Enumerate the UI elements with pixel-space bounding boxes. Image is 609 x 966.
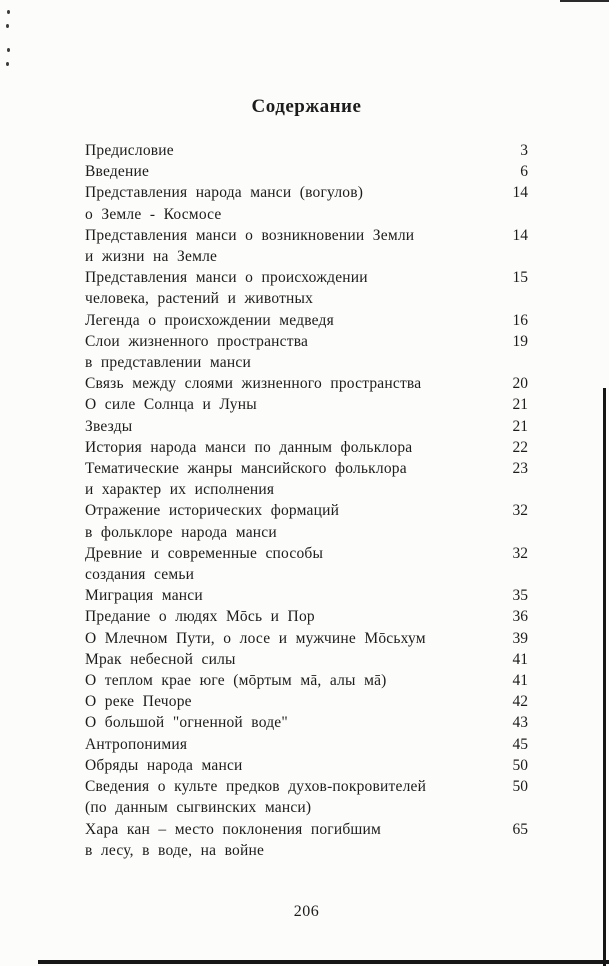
toc-entry-text: в фольклоре народа манси — [85, 523, 277, 541]
toc-entry-text: в представлении манси — [85, 354, 251, 372]
toc-page-number: 42 — [512, 693, 528, 711]
scan-speck — [7, 10, 10, 14]
toc-entry — [85, 140, 528, 161]
toc-entry-continuation — [85, 840, 528, 861]
toc-page-number: 32 — [512, 544, 528, 562]
toc-entry — [85, 394, 528, 415]
toc-entry-continuation — [85, 352, 528, 373]
toc-content — [85, 96, 528, 861]
toc-entry-text: Представления народа манси (вогулов) — [85, 184, 364, 202]
toc-entry — [85, 267, 528, 288]
toc-entry-continuation — [85, 522, 528, 543]
toc-page-number: 21 — [512, 396, 528, 414]
toc-entry-text: и характер их исполнения — [85, 481, 275, 499]
toc-entry-text: Предисловие — [85, 142, 174, 159]
toc-entry-continuation — [85, 288, 528, 309]
toc-entry-continuation — [85, 797, 528, 818]
toc-entry — [85, 628, 528, 649]
toc-entry-text: О силе Солнца и Луны — [85, 396, 257, 414]
toc-page-number: 41 — [512, 650, 528, 668]
toc-entry — [85, 712, 528, 733]
toc-entry-text: (по данным сыгвинских манси) — [85, 799, 312, 817]
scan-speck — [6, 62, 9, 66]
toc-entry — [85, 331, 528, 352]
toc-entry-text: создания семьи — [85, 566, 195, 584]
toc-page-number: 19 — [512, 332, 528, 350]
toc-entry-continuation — [85, 564, 528, 585]
toc-entry — [85, 161, 528, 182]
toc-list — [85, 140, 528, 861]
toc-entry-text: О Млечном Пути, о лосе и мужчине Мōсьхум — [85, 629, 426, 647]
toc-entry-text: Введение — [85, 163, 150, 181]
toc-page-number: 23 — [512, 460, 528, 478]
toc-entry — [85, 182, 528, 203]
toc-entry-text: Тематические жанры мансийского фольклора — [85, 460, 407, 478]
scan-speck — [6, 24, 9, 28]
toc-entry-text: Представления манси о происхождении — [85, 269, 368, 287]
toc-page-number: 36 — [512, 608, 528, 626]
scan-speck — [7, 48, 10, 52]
toc-entry — [85, 670, 528, 691]
toc-entry-text: Легенда о происхождении медведя — [85, 311, 334, 329]
toc-page-number: 6 — [520, 163, 528, 181]
toc-entry-text: История народа манси по данным фольклора — [85, 438, 413, 456]
page-title: Содержание — [251, 96, 362, 117]
toc-entry-continuation — [85, 479, 528, 500]
toc-entry-text: Сведения о культе предков духов-покровителей — [85, 778, 427, 796]
toc-entry — [85, 310, 528, 331]
toc-entry — [85, 776, 528, 797]
toc-page-number: 15 — [512, 269, 528, 287]
toc-entry-text: Представления манси о возникновении Земли — [85, 226, 415, 244]
toc-entry-text: и жизни на Земле — [85, 248, 218, 266]
toc-entry-text: Антропонимия — [85, 735, 188, 753]
toc-page-number: 65 — [512, 820, 528, 838]
toc-entry-text: Отражение исторических формаций — [85, 502, 340, 520]
toc-entry-text: в лесу, в воде, на войне — [85, 841, 265, 859]
footer-page-number: 206 — [293, 903, 320, 920]
toc-page-number: 50 — [512, 778, 528, 796]
toc-entry-text: Хара кан – место поклонения погибшим — [85, 820, 382, 838]
toc-entry-text: О реке Печоре — [85, 693, 192, 711]
toc-page-number: 43 — [512, 714, 528, 732]
toc-entry-text: Связь между слоями жизненного пространства — [85, 375, 422, 393]
toc-page-number: 20 — [512, 375, 528, 393]
toc-entry-text: О теплом крае юге (мōртым мā, алы мā) — [85, 672, 387, 690]
toc-entry — [85, 734, 528, 755]
toc-entry — [85, 606, 528, 627]
toc-entry-text: Древние и современные способы — [85, 544, 324, 562]
toc-page-number: 21 — [512, 417, 528, 435]
toc-page-number: 45 — [512, 735, 528, 753]
toc-entry-text: Слои жизненного пространства — [85, 332, 309, 350]
toc-page-number: 39 — [512, 629, 528, 647]
toc-entry-continuation — [85, 246, 528, 267]
toc-entry — [85, 691, 528, 712]
toc-entry — [85, 458, 528, 479]
toc-page-number: 35 — [512, 587, 528, 605]
scan-edge-right — [603, 388, 606, 966]
toc-entry-text: человека, растений и животных — [85, 290, 314, 308]
toc-page-number: 32 — [512, 502, 528, 520]
toc-entry — [85, 543, 528, 564]
toc-entry — [85, 649, 528, 670]
toc-entry-text: о Земле - Космосе — [85, 205, 222, 223]
toc-entry-text: Предание о людях Мōсь и Пор — [85, 608, 315, 626]
toc-page-number: 14 — [512, 226, 528, 244]
scan-edge-bottom — [38, 960, 609, 964]
toc-entry — [85, 225, 528, 246]
toc-entry — [85, 437, 528, 458]
toc-page-number: 14 — [512, 184, 528, 202]
toc-entry — [85, 416, 528, 437]
scan-edge-top-right — [560, 0, 609, 2]
toc-entry — [85, 755, 528, 776]
toc-entry — [85, 585, 528, 606]
toc-page-number: 16 — [512, 311, 528, 329]
toc-entry — [85, 373, 528, 394]
toc-page-number: 3 — [520, 142, 528, 159]
toc-entry-text: Миграция манси — [85, 587, 203, 605]
toc-entry — [85, 500, 528, 521]
toc-entry-text: Обряды народа манси — [85, 756, 243, 774]
toc-entry-continuation — [85, 204, 528, 225]
toc-entry-text: О большой "огненной воде" — [85, 714, 288, 732]
toc-page-number: 22 — [512, 438, 528, 456]
toc-page-number: 41 — [512, 672, 528, 690]
toc-page-number: 50 — [512, 756, 528, 774]
toc-entry-text: Мрак небесной силы — [85, 650, 236, 668]
toc-entry-text: Звезды — [85, 417, 133, 435]
toc-entry — [85, 819, 528, 840]
